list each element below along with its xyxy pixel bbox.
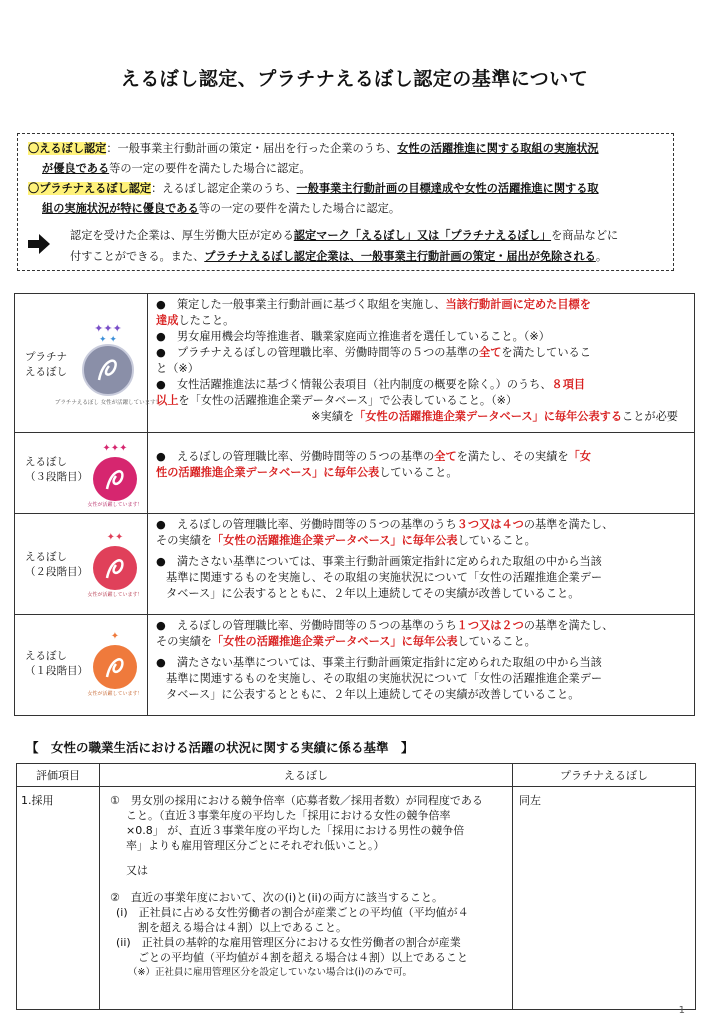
table-row: [17, 787, 696, 1010]
certification-levels-table: [14, 293, 695, 716]
page-number: 1: [678, 1005, 685, 1016]
level-label-platinum: プラチナ えるぼし ✦✦✦ ✦ ✦ プラチナえるぼし 女性が活躍しています！: [15, 294, 148, 433]
level-criteria-platinum: ● 策定した一般事業主行動計画に基づく取組を実施し、当該行動計画に定めた目標を 達成したこと。 ● 男女雇用機会均等推進者、職業家庭両立推進者を選任していること。（※） ● プラチナえるぼしの管理職比率、労働時間等の５つの基準の全てを満たしているこ と（※） ● 女性活躍推進法に基づく情報公表項目（社内制度の概要を除く。）のうち、８項目 以上を「女性の活躍推進企業データベース」で公表していること。（※） ※実績を「女性の活躍推進企業データベース」に毎年公表することが必要: [148, 294, 695, 433]
eruboshi-criteria-cell: ① 男女別の採用における競争倍率（応募者数／採用者数）が同程度である こと。（直近３事業年度の平均した「採用における女性の競争倍率 ×0.8」 が、直近３事業年度の平均した「採用における男性の競争倍 率」よりも雇用管理区分ごとにそれぞれ低いこと。） 又は ② 直近の事業年度において、次の(i)と(ii)の両方に該当すること。 (i) 正社員に占める女性労働者の割合が産業ごとの平均値（平均値が４ 割を超える場合は４割）以上であること。 (ii) 正社員の基幹的な雇用管理区分における女性労働者の割合が産業 ごとの平均値（平均値が４割を超える場合は４割）以上であること （※）正社員に雇用管理区分を設定していない場合は(i)のみで可。: [100, 787, 513, 1010]
svg-text:✦✦✦: ✦✦✦: [102, 443, 128, 454]
summary-line-6: 付すことができる。また、プラチナえるぼし認定企業は、一般事業主行動計画の策定・届出が免除される。: [70, 250, 608, 263]
svg-text:✦✦: ✦✦: [106, 532, 124, 543]
level-row-2: [15, 514, 695, 615]
achievement-criteria-table: [16, 763, 696, 1010]
summary-line-5: 認定を受けた企業は、厚生労働大臣が定める認定マーク「えるぼし」又は「プラチナえるぼし」を商品などに: [70, 229, 619, 242]
svg-text:✦: ✦: [110, 631, 120, 642]
summary-line-2: が優良である等の一定の要件を満たした場合に認定。: [42, 162, 311, 175]
level-row-platinum: [15, 294, 695, 433]
svg-text:✦✦✦: ✦✦✦: [94, 322, 122, 335]
page-title: えるぼし認定、プラチナえるぼし認定の基準について: [120, 68, 589, 90]
summary-line-4: 組の実施状況が特に優良である等の一定の要件を満たした場合に認定。: [42, 202, 401, 215]
level-label-1: えるぼし （１段階目） ✦ 女性が活躍しています！: [15, 615, 148, 716]
eruboshi-level1-logo: [85, 627, 145, 704]
svg-text:女性が活躍しています！: 女性が活躍しています！: [87, 592, 143, 598]
header-eval-item: 評価項目: [17, 764, 100, 787]
level-row-1: [15, 615, 695, 716]
table-header-row: [17, 764, 696, 787]
header-eruboshi: えるぼし: [100, 764, 513, 787]
summary-box: [17, 133, 674, 271]
eruboshi-level2-logo: [85, 528, 145, 605]
section-heading: 【 女性の職業生活における活躍の状況に関する実績に係る基準 】: [26, 740, 414, 755]
svg-text:女性が活躍しています！: 女性が活躍しています！: [87, 691, 143, 697]
summary-line-1: 〇えるぼし認定：一般事業主行動計画の策定・届出を行った企業のうち、女性の活躍推進に関する取組の実施状況: [28, 142, 599, 155]
level-criteria-2: ● えるぼしの管理職比率、労働時間等の５つの基準のうち３つ又は４つの基準を満たし、 その実績を「女性の活躍推進企業データベース」に毎年公表していること。 ● 満たさない基準については、事業主行動計画策定指針に定められた取組の中から当該 基準に関連するものを実施し、その取組の実施状況について「女性の活躍推進企業デー タベース」に公表するとともに、２年以上連続してその実績が改善していること。: [148, 514, 695, 615]
svg-text:女性が活躍しています！: 女性が活躍しています！: [87, 502, 143, 508]
level-row-3: [15, 433, 695, 514]
level-label-3: えるぼし （３段階目） ✦✦✦ 女性が活躍しています！: [15, 433, 148, 514]
level-criteria-1: ● えるぼしの管理職比率、労働時間等の５つの基準のうち１つ又は２つの基準を満たし、 その実績を「女性の活躍推進企業データベース」に毎年公表していること。 ● 満たさない基準については、事業主行動計画策定指針に定められた取組の中から当該 基準に関連するものを実施し、その取組の実施状況について「女性の活躍推進企業デー タベース」に公表するとともに、２年以上連続してその実績が改善していること。: [148, 615, 695, 716]
eruboshi-level3-logo: [85, 439, 145, 514]
summary-line-3: 〇プラチナえるぼし認定：えるぼし認定企業のうち、一般事業主行動計画の目標達成や女性の活躍推進に関する取: [28, 182, 599, 195]
svg-text:✦ ✦: ✦ ✦: [99, 335, 117, 345]
platinum-criteria-cell: 同左: [513, 787, 696, 1010]
right-arrow-icon: [28, 234, 50, 258]
eval-item-cell: 1.採用: [17, 787, 100, 1010]
level-criteria-3: ● えるぼしの管理職比率、労働時間等の５つの基準の全てを満たし、その実績を「女 性の活躍推進企業データベース」に毎年公表していること。: [148, 433, 695, 514]
svg-text:プラチナえるぼし 女性が活躍しています！: プラチナえるぼし 女性が活躍しています！: [54, 400, 162, 406]
header-platinum: プラチナえるぼし: [513, 764, 696, 787]
level-label-2: えるぼし （２段階目） ✦✦ 女性が活躍しています！: [15, 514, 148, 615]
